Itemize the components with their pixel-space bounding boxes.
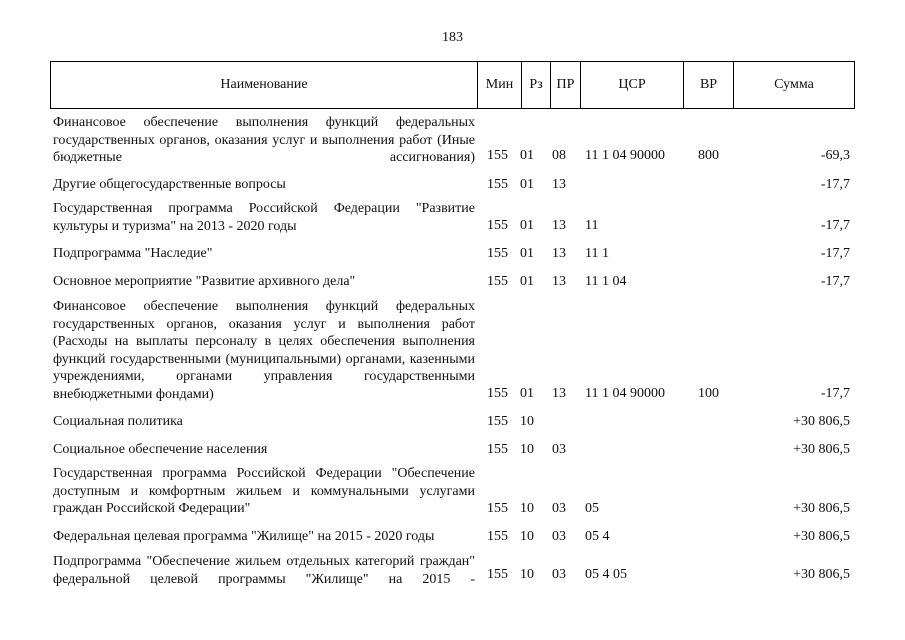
row-name: Основное мероприятие "Развитие архивного дела" <box>53 274 356 289</box>
header-rz: Рз <box>521 62 550 108</box>
row-vr: 800 <box>698 148 719 163</box>
row-pr: 13 <box>552 246 566 261</box>
row-pr: 03 <box>552 442 566 457</box>
row-rz: 01 <box>520 386 534 401</box>
row-name: Подпрограмма "Наследие" <box>53 246 213 261</box>
row-name: Другие общегосударственные вопросы <box>53 177 286 192</box>
row-name: Финансовое обеспечение выполнения функций федеральных государственных органов, оказания услуг и выполнения работ (Расходы на выплаты персоналу в целях обеспечения выполнения функций государственными (муниципальными) органами, казенными учреждениями, органами управления государственными внебюджетными фондами) <box>53 299 475 402</box>
table-header <box>50 61 855 109</box>
row-min: 155 <box>487 501 508 516</box>
row-min: 155 <box>487 274 508 289</box>
row-pr: 13 <box>552 386 566 401</box>
row-csr: 11 <box>585 218 599 233</box>
row-sum: +30 806,5 <box>793 501 850 516</box>
row-csr: 05 4 <box>585 529 610 544</box>
row-min: 155 <box>487 442 508 457</box>
row-rz: 01 <box>520 218 534 233</box>
row-csr: 11 1 04 90000 <box>585 386 665 401</box>
row-rz: 01 <box>520 177 534 192</box>
row-pr: 08 <box>552 148 566 163</box>
header-sum: Сумма <box>733 62 854 108</box>
row-sum: -17,7 <box>820 218 850 233</box>
row-sum: +30 806,5 <box>793 442 850 457</box>
row-rz: 01 <box>520 148 534 163</box>
row-min: 155 <box>487 567 508 582</box>
row-name: Подпрограмма "Обеспечение жильем отдельных категорий граждан" федеральной целевой программы "Жилище" на 2015 - <box>53 554 475 587</box>
row-csr: 11 1 04 90000 <box>585 148 665 163</box>
row-csr: 05 4 05 <box>585 567 627 582</box>
row-min: 155 <box>487 148 508 163</box>
row-sum: -17,7 <box>820 386 850 401</box>
row-rz: 10 <box>520 529 534 544</box>
row-sum: +30 806,5 <box>793 567 850 582</box>
row-csr: 05 <box>585 501 599 516</box>
header-min: Мин <box>477 62 521 108</box>
page-number: 183 <box>442 30 463 45</box>
row-rz: 01 <box>520 246 534 261</box>
row-pr: 03 <box>552 529 566 544</box>
row-csr: 11 1 04 <box>585 274 627 289</box>
row-min: 155 <box>487 218 508 233</box>
row-pr: 13 <box>552 177 566 192</box>
row-csr: 11 1 <box>585 246 609 261</box>
row-rz: 10 <box>520 567 534 582</box>
row-sum: -69,3 <box>820 148 850 163</box>
row-rz: 01 <box>520 274 534 289</box>
row-name: Федеральная целевая программа "Жилище" на 2015 - 2020 годы <box>53 529 435 544</box>
row-pr: 13 <box>552 274 566 289</box>
row-rz: 10 <box>520 442 534 457</box>
row-sum: -17,7 <box>820 246 850 261</box>
header-vr: ВР <box>683 62 733 108</box>
header-pr: ПР <box>550 62 580 108</box>
header-name: Наименование <box>220 77 308 92</box>
row-min: 155 <box>487 177 508 192</box>
row-name: Социальное обеспечение населения <box>53 442 268 457</box>
row-pr: 03 <box>552 501 566 516</box>
row-sum: -17,7 <box>820 274 850 289</box>
row-name: Государственная программа Российской Федерации "Развитие культуры и туризма" на 2013 - 2020 годы <box>53 201 475 234</box>
row-name: Социальная политика <box>53 414 183 429</box>
row-sum: +30 806,5 <box>793 414 850 429</box>
row-sum: +30 806,5 <box>793 529 850 544</box>
row-pr: 03 <box>552 567 566 582</box>
row-name: Государственная программа Российской Федерации "Обеспечение доступным и комфортным жильем и коммунальными услугами граждан Российской Федерации" <box>53 466 475 516</box>
row-min: 155 <box>487 529 508 544</box>
row-min: 155 <box>487 386 508 401</box>
row-min: 155 <box>487 414 508 429</box>
row-sum: -17,7 <box>820 177 850 192</box>
row-pr: 13 <box>552 218 566 233</box>
row-name: Финансовое обеспечение выполнения функций федеральных государственных органов, оказания услуг и выполнения работ (Иные бюджетные ассигнования) <box>53 115 475 165</box>
row-min: 155 <box>487 246 508 261</box>
row-rz: 10 <box>520 414 534 429</box>
row-vr: 100 <box>698 386 719 401</box>
row-rz: 10 <box>520 501 534 516</box>
header-csr: ЦСР <box>580 62 683 108</box>
